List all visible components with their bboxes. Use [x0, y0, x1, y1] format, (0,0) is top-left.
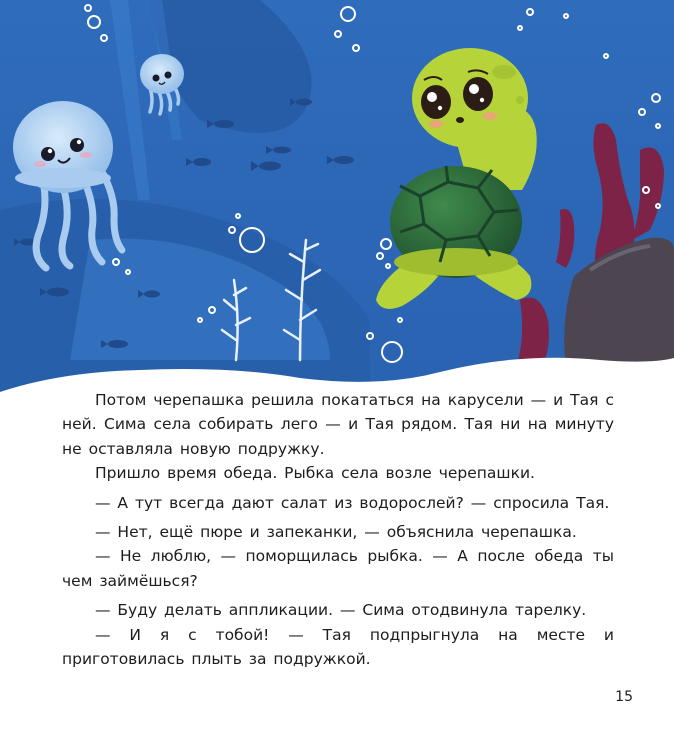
fish — [273, 147, 291, 154]
story-paragraph: Пришло время обеда. Рыбка села возле черепашки. — [95, 464, 535, 483]
jellyfish-eye — [70, 138, 84, 152]
story-paragraph: — Буду делать аппликации. — Сима отодвинула тарелку. — [95, 601, 587, 620]
fish — [47, 288, 69, 297]
page-number: 15 — [615, 689, 633, 705]
turtle-eye — [463, 77, 493, 111]
fish — [193, 158, 211, 166]
story-paragraph: — А тут всегда дают салат из водорослей? — спросила Тая. — [95, 493, 610, 512]
story-paragraph: Потом черепашка решила покататься на карусели — и Тая с ней. Сима села собирать лего — и Тая рядом. Тая ни на минуту не оставляла новую подружку. — [62, 391, 614, 458]
story-paragraph: — И я с тобой! — Тая подпрыгнула на месте и приготовилась плыть за подружкой. — [62, 625, 614, 669]
fish — [259, 162, 281, 171]
story-paragraph: — Нет, ещё пюре и запеканки, — объяснила черепашка. — [95, 523, 577, 542]
story-paragraph: — Не люблю, — поморщилась рыбка. — А после обеда ты чем займёшься? — [62, 547, 614, 590]
story-text — [62, 388, 614, 671]
turtle-mouth — [456, 117, 464, 123]
turtle-eye — [421, 85, 451, 119]
fish — [144, 291, 160, 298]
fish — [214, 120, 234, 128]
jellyfish-eye — [41, 147, 55, 161]
fish — [334, 156, 354, 164]
fish — [296, 99, 312, 106]
fish — [108, 340, 128, 348]
